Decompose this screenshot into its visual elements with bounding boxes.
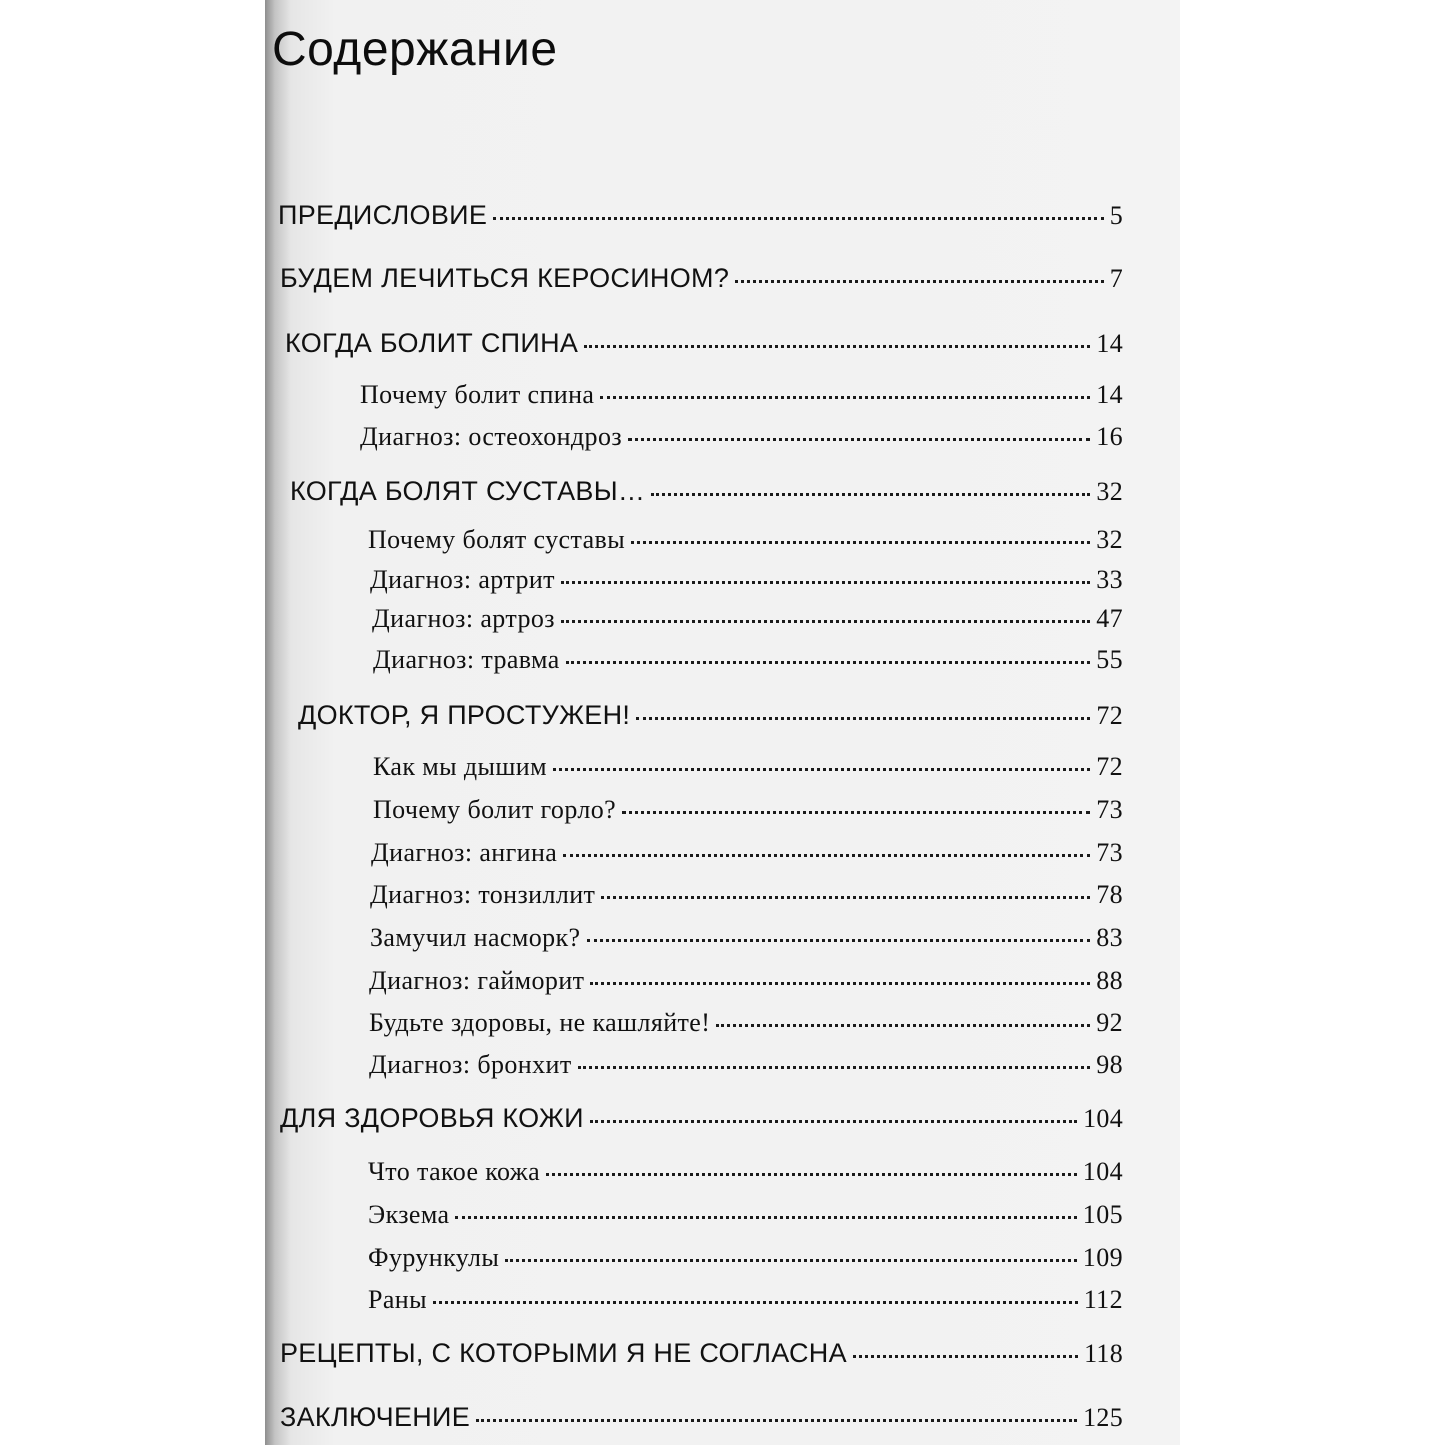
toc-entry <box>370 565 1123 595</box>
dot-leader <box>505 1259 1077 1262</box>
toc-entry-label: Раны <box>368 1285 427 1314</box>
toc-entry-page: 72 <box>1096 701 1123 730</box>
toc-entry-page: 105 <box>1082 1200 1123 1229</box>
toc-entry-page: 104 <box>1082 1157 1123 1186</box>
toc-entry-page: 78 <box>1096 880 1123 909</box>
toc-entry-label: ЗАКЛЮЧЕНИЕ <box>280 1402 471 1432</box>
dot-leader <box>628 438 1090 441</box>
dot-leader <box>455 1216 1076 1219</box>
dot-leader <box>600 396 1090 399</box>
book-page <box>265 0 1180 1445</box>
toc-entry <box>369 1050 1123 1080</box>
toc-entry-label: Диагноз: гайморит <box>369 966 585 995</box>
toc-entry-label: Диагноз: тонзиллит <box>370 880 596 909</box>
toc-entry <box>373 645 1123 675</box>
toc-entry-label: Диагноз: артрит <box>370 565 555 594</box>
toc-entry-label: Как мы дышим <box>373 752 547 781</box>
toc-entry <box>280 1103 1123 1134</box>
toc-entry-page: 7 <box>1109 264 1123 293</box>
toc-entry <box>360 380 1123 410</box>
dot-leader <box>578 1066 1091 1069</box>
dot-leader <box>546 1173 1077 1176</box>
toc-entry <box>290 476 1123 507</box>
dot-leader <box>563 854 1090 857</box>
toc-entry <box>278 200 1123 231</box>
toc-entry <box>280 263 1123 294</box>
toc-entry-label: КОГДА БОЛЯТ СУСТАВЫ… <box>290 476 646 506</box>
toc-entry-label: ДОКТОР, Я ПРОСТУЖЕН! <box>298 700 631 730</box>
toc-entry-page: 104 <box>1083 1104 1123 1133</box>
toc-entry <box>372 604 1123 634</box>
toc-entry-label: Диагноз: бронхит <box>369 1050 572 1079</box>
toc-entry <box>280 1402 1123 1433</box>
toc-entry <box>369 1008 1123 1038</box>
toc-entry <box>370 923 1123 953</box>
toc-entry <box>368 1285 1123 1315</box>
toc-entry-page: 32 <box>1096 477 1123 506</box>
toc-entry-label: Почему болит горло? <box>373 795 617 824</box>
toc-entry-page: 5 <box>1109 201 1123 230</box>
toc-entry-page: 118 <box>1084 1339 1123 1368</box>
toc-entry-label: РЕЦЕПТЫ, С КОТОРЫМИ Я НЕ СОГЛАСНА <box>280 1338 847 1368</box>
toc-entry-page: 14 <box>1096 380 1123 409</box>
toc-entry-label: Экзема <box>368 1200 450 1229</box>
toc-entry <box>370 880 1123 910</box>
toc-entry-page: 98 <box>1096 1050 1123 1079</box>
toc-entry-label: Диагноз: травма <box>373 645 560 674</box>
toc-entry-page: 33 <box>1096 565 1123 594</box>
toc-entry-page: 92 <box>1096 1008 1123 1037</box>
toc-entry <box>285 328 1123 359</box>
toc-entry-label: Замучил насморк? <box>370 923 581 952</box>
dot-leader <box>561 581 1090 584</box>
toc-entry-page: 125 <box>1083 1403 1123 1432</box>
toc-entry <box>373 795 1123 825</box>
toc-entry <box>368 1157 1123 1187</box>
toc-entry-label: ДЛЯ ЗДОРОВЬЯ КОЖИ <box>280 1103 584 1133</box>
dot-leader <box>566 661 1091 664</box>
dot-leader <box>493 217 1104 220</box>
dot-leader <box>631 541 1090 544</box>
toc-entry-page: 109 <box>1082 1243 1123 1272</box>
dot-leader <box>433 1301 1078 1304</box>
toc-entry <box>373 752 1123 782</box>
dot-leader <box>476 1419 1077 1422</box>
dot-leader <box>716 1024 1090 1027</box>
dot-leader <box>735 280 1104 283</box>
toc-entry-page: 16 <box>1096 422 1123 451</box>
toc-entry <box>360 422 1123 452</box>
toc-entry-label: Диагноз: артроз <box>372 604 555 633</box>
toc-entry-label: ПРЕДИСЛОВИЕ <box>278 200 488 230</box>
toc-entry-label: Фурункулы <box>368 1243 500 1272</box>
toc-entry-page: 112 <box>1083 1285 1123 1314</box>
toc-entry-page: 88 <box>1096 966 1123 995</box>
dot-leader <box>553 768 1090 771</box>
toc-entry <box>368 1243 1123 1273</box>
toc-entry <box>368 1200 1123 1230</box>
toc-entry-page: 73 <box>1096 795 1123 824</box>
toc-entry <box>298 700 1123 731</box>
toc-entry-page: 14 <box>1096 329 1123 358</box>
toc-entry-page: 73 <box>1096 838 1123 867</box>
dot-leader <box>584 345 1090 348</box>
dot-leader <box>651 493 1090 496</box>
toc-entry-label: БУДЕМ ЛЕЧИТЬСЯ КЕРОСИНОМ? <box>280 263 730 293</box>
toc-entry-page: 83 <box>1096 923 1123 952</box>
toc-entry-label: Диагноз: остеохондроз <box>360 422 623 451</box>
toc-entry-label: Почему болит спина <box>360 380 595 409</box>
toc-entry-label: Будьте здоровы, не кашляйте! <box>369 1008 711 1037</box>
table-of-contents <box>265 0 1180 1445</box>
dot-leader <box>590 982 1090 985</box>
toc-entry-label: КОГДА БОЛИТ СПИНА <box>285 328 579 358</box>
toc-entry-label: Диагноз: ангина <box>371 838 558 867</box>
dot-leader <box>590 1120 1077 1123</box>
toc-entry-label: Почему болят суставы <box>368 525 626 554</box>
toc-entry-page: 55 <box>1096 645 1123 674</box>
toc-entry <box>371 838 1123 868</box>
toc-entry-label: Что такое кожа <box>368 1157 541 1186</box>
dot-leader <box>561 620 1090 623</box>
toc-entry-page: 47 <box>1096 604 1123 633</box>
toc-entry <box>280 1338 1123 1369</box>
toc-entry <box>369 966 1123 996</box>
dot-leader <box>622 811 1090 814</box>
dot-leader <box>853 1355 1078 1358</box>
dot-leader <box>601 896 1090 899</box>
toc-entry-page: 72 <box>1096 752 1123 781</box>
dot-leader <box>636 717 1090 720</box>
dot-leader <box>587 939 1091 942</box>
page-title: Содержание <box>272 23 558 76</box>
toc-entry <box>368 525 1123 555</box>
toc-entry-page: 32 <box>1096 525 1123 554</box>
